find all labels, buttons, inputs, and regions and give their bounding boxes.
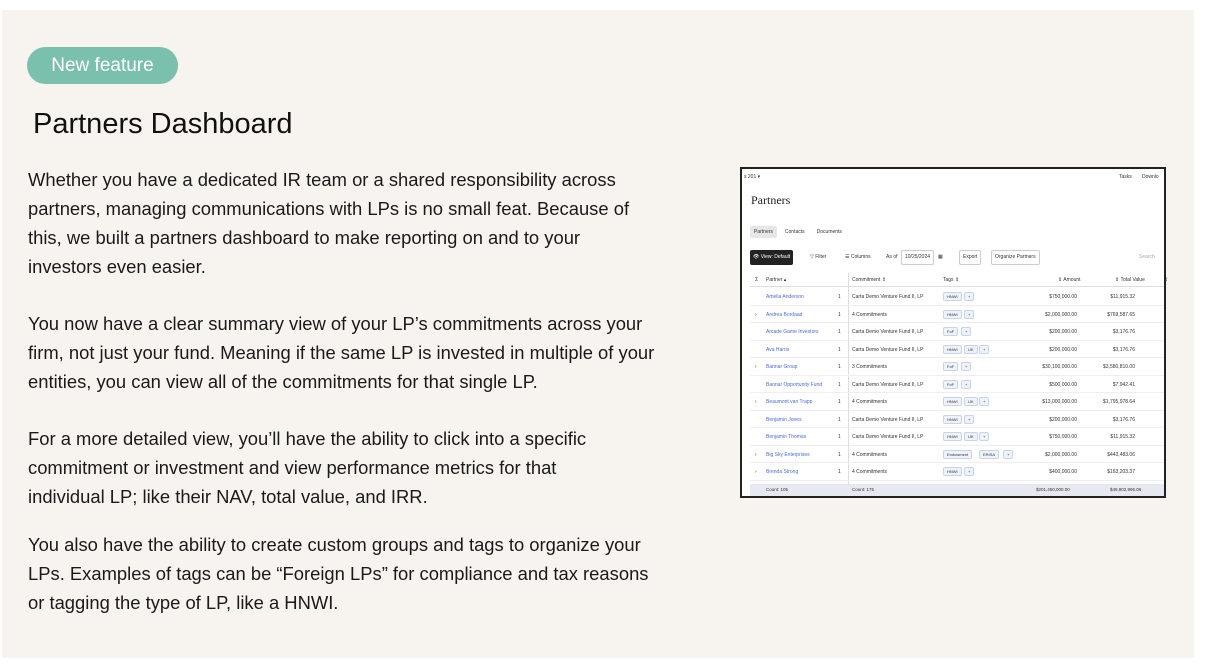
partner-name-link[interactable]: Amelia Anderson [766, 294, 804, 300]
commitment-cell: 4 Commitments [852, 451, 888, 458]
total-value-cell: $7,942.41 [1112, 381, 1135, 388]
row-count: 1 [838, 469, 841, 475]
table-row[interactable] [750, 376, 1164, 394]
add-tag-button[interactable]: + [964, 310, 974, 319]
partner-name-link[interactable]: Brenda Strong [766, 469, 799, 475]
add-tag-button[interactable]: + [964, 292, 974, 301]
tag-badge[interactable]: HNWI [943, 415, 962, 424]
as-of-date-input[interactable]: 10/25/2024 [901, 250, 934, 265]
new-feature-badge: New feature [27, 47, 178, 84]
table-row[interactable] [750, 463, 1164, 481]
partners-title: Partners [751, 193, 791, 207]
amount-cell: $400,000.00 [1049, 469, 1077, 475]
row-count: 1 [838, 329, 841, 335]
amount-cell: $750,000.00 [1049, 294, 1077, 300]
tag-badge[interactable]: Endowment [943, 450, 972, 459]
expand-chevron-icon[interactable]: › [755, 311, 757, 318]
amount-cell: $750,000.00 [1049, 434, 1077, 440]
table-toolbar [750, 250, 1160, 265]
total-value-cell: $443,483.06 [1107, 451, 1135, 458]
amount-cell: $2,000,000.00 [1045, 451, 1077, 458]
paragraph-3 [28, 424, 718, 511]
total-value-cell: $769,587.65 [1107, 311, 1135, 318]
amount-cell: $500,000.00 [1049, 381, 1077, 388]
paragraph-1 [28, 165, 718, 281]
total-value-cell: $163,203.37 [1107, 469, 1135, 475]
tag-badge[interactable]: FoF [943, 327, 958, 336]
expand-chevron-icon[interactable]: › [755, 399, 757, 405]
header-partner[interactable]: Partner ▴ [766, 277, 787, 283]
tab-contacts[interactable]: Contacts [784, 229, 805, 235]
partner-name-link[interactable]: Andrea Bordaad [766, 311, 803, 318]
download-link[interactable]: Downlo [1142, 174, 1159, 180]
row-count: 1 [838, 399, 841, 405]
commitment-cell: Carta Demo Venture Fund II, LP [852, 346, 924, 353]
table-header [750, 274, 1169, 287]
filter-button[interactable]: ▽ Filter [810, 254, 827, 260]
row-count: 1 [838, 451, 841, 458]
table-row[interactable] [750, 446, 1164, 464]
row-count: 1 [838, 416, 841, 423]
amount-cell: $2,000,000.00 [1045, 311, 1077, 318]
header-amount[interactable]: ⇕ Amount [1058, 277, 1081, 283]
commitment-cell: Carta Demo Venture Fund II, LP [852, 434, 924, 440]
total-value-cell: $3,176.76 [1112, 329, 1135, 335]
add-tag-button[interactable]: + [961, 362, 971, 371]
partner-name-link[interactable]: Arcade Game Investors [766, 329, 819, 335]
commitment-cell: 4 Commitments [852, 311, 888, 318]
tag-badge[interactable]: ERISA [979, 450, 999, 459]
search-input[interactable]: Search [1139, 254, 1155, 260]
amount-cell: $13,000,000.00 [1042, 399, 1077, 405]
organize-partners-button[interactable]: Organize Partners [991, 250, 1040, 265]
paragraph-line: firm, not just your fund. Meaning if the same LP is invested in multiple of your [28, 342, 655, 363]
table-footer [750, 484, 1164, 496]
row-count: 1 [838, 311, 841, 318]
tag-badge[interactable]: HNWI [943, 345, 962, 354]
tab-partners[interactable]: Partners [750, 226, 777, 238]
add-tag-button[interactable]: + [979, 345, 989, 354]
footer-sum-amount: $201,450,000.00 [1036, 487, 1070, 492]
tab-bar [750, 226, 846, 238]
partners-dashboard-screenshot [740, 167, 1169, 498]
partner-name-link[interactable]: Big Sky Enterprises [766, 451, 810, 458]
add-tag-button[interactable]: + [961, 380, 971, 389]
tag-badge[interactable]: UK [964, 345, 978, 354]
tag-badge[interactable]: HNWI [943, 467, 962, 476]
partners-table-body [750, 288, 1164, 481]
paragraph-2 [28, 309, 718, 396]
add-tag-button[interactable]: + [979, 432, 989, 441]
commitment-cell: 3 Commitments [852, 364, 888, 370]
tab-documents[interactable]: Documents [816, 229, 842, 235]
paragraph-line: LPs. Examples of tags can be “Foreign LPs” for compliance and tax reasons [28, 563, 649, 584]
row-count: 1 [838, 434, 841, 440]
paragraph-line: For a more detailed view, you’ll have the ability to click into a specific [28, 428, 587, 449]
expand-chevron-icon[interactable]: › [755, 451, 757, 458]
table-row[interactable] [750, 411, 1164, 429]
tag-badge[interactable]: HNWI [943, 432, 962, 441]
columns-button[interactable]: ☰ Columns [845, 254, 871, 260]
expand-chevron-icon[interactable]: › [755, 364, 757, 370]
commitment-cell: Carta Demo Venture Fund II, LP [852, 329, 924, 335]
sum-icon[interactable]: Σ [755, 277, 759, 283]
commitment-cell: Carta Demo Venture Fund II, LP [852, 294, 924, 300]
tag-badge[interactable]: HNWI [943, 292, 962, 301]
add-tag-button[interactable]: + [964, 467, 974, 476]
paragraph-line: investors even easier. [28, 256, 206, 277]
tasks-link[interactable]: Tasks [1119, 174, 1132, 180]
paragraph-line: partners, managing communications with LPs is no small feat. Because of [28, 198, 630, 219]
add-tag-button[interactable]: + [1003, 450, 1013, 459]
footer-count-partners: Count: 105 [766, 487, 789, 492]
paragraph-line: You also have the ability to create custom groups and tags to organize your [28, 534, 641, 555]
tag-badge[interactable]: FoF [943, 380, 958, 389]
header-more[interactable]: ⇕ [1164, 277, 1169, 283]
export-button[interactable]: Export [959, 250, 981, 265]
header-tags[interactable]: Tags ⇕ [943, 277, 960, 283]
row-count: 1 [838, 346, 841, 353]
paragraph-line: individual LP; like their NAV, total value, and IRR. [28, 486, 428, 507]
partner-name-link[interactable]: Benjamin Thomas [766, 434, 807, 440]
add-tag-button[interactable]: + [964, 415, 974, 424]
app-topbar [742, 169, 1164, 185]
partner-name-link[interactable]: Benjamin Jones [766, 416, 802, 423]
table-row[interactable] [750, 306, 1164, 324]
tag-badge[interactable]: HNWI [943, 310, 962, 319]
tag-badge[interactable]: FoF [943, 362, 958, 371]
paragraph-4 [28, 530, 718, 617]
entity-selector[interactable]: s 201 ▾ [744, 174, 761, 180]
row-count: 1 [838, 381, 841, 388]
tag-badge[interactable]: UK [964, 432, 978, 441]
amount-cell: $30,100,000.00 [1042, 364, 1077, 370]
view-default-button[interactable]: 👁 View: Default [750, 250, 793, 265]
paragraph-line: commitment or investment and view performance metrics for that [28, 457, 557, 478]
table-row[interactable] [750, 358, 1164, 376]
table-row[interactable] [750, 288, 1164, 306]
commitment-cell: Carta Demo Venture Fund II, LP [852, 381, 924, 388]
commitment-cell: 4 Commitments [852, 469, 888, 475]
paragraph-line: this, we built a partners dashboard to make reporting on and to your [28, 227, 581, 248]
row-count: 1 [838, 294, 841, 300]
expand-chevron-icon[interactable]: › [755, 469, 757, 475]
table-row[interactable] [750, 428, 1164, 446]
table-row[interactable] [750, 341, 1164, 359]
footer-sum-total-value: $49,802,996.06 [1110, 487, 1142, 492]
partner-name-link[interactable]: Bannar Group [766, 364, 798, 370]
add-tag-button[interactable]: + [979, 397, 989, 406]
tag-badge[interactable]: HNWI [943, 397, 962, 406]
header-commitment[interactable]: Commitment ⇕ [852, 277, 886, 283]
amount-cell: $200,000.00 [1049, 329, 1077, 335]
partner-name-link[interactable]: Ava Harris [766, 346, 790, 353]
total-value-cell: $11,915.32 [1110, 294, 1135, 300]
partner-name-link[interactable]: Bannar Opportunity Fund [766, 381, 823, 388]
partner-name-link[interactable]: Beaumont van Trapp [766, 399, 813, 405]
total-value-cell: $3,176.76 [1112, 346, 1135, 353]
amount-cell: $200,000.00 [1049, 346, 1077, 353]
add-tag-button[interactable]: + [961, 327, 971, 336]
table-row[interactable] [750, 323, 1164, 341]
footer-count-commitments: Count: 175 [852, 487, 875, 492]
paragraph-line: Whether you have a dedicated IR team or a shared responsibility across [28, 169, 616, 190]
paragraph-line: You now have a clear summary view of your LP’s commitments across your [28, 313, 643, 334]
calendar-icon[interactable]: ▦ [938, 254, 943, 260]
commitment-cell: Carta Demo Venture Fund II, LP [852, 416, 924, 423]
paragraph-line: entities, you can view all of the commitments for that single LP. [28, 371, 538, 392]
total-value-cell: $11,915.32 [1110, 434, 1135, 440]
commitment-cell: 4 Commitments [852, 399, 888, 405]
tag-badge[interactable]: UK [964, 397, 978, 406]
paragraph-line: or tagging the type of LP, like a HNWI. [28, 592, 339, 613]
as-of-label: As of [886, 254, 898, 260]
amount-cell: $200,000.00 [1049, 416, 1077, 423]
header-total-value[interactable]: ⇕ Total Value [1115, 277, 1145, 283]
page-title: Partners Dashboard [33, 108, 293, 140]
total-value-cell: $1,795,978.64 [1103, 399, 1135, 405]
table-row[interactable] [750, 393, 1164, 411]
total-value-cell: $3,176.76 [1112, 416, 1135, 423]
row-count: 1 [838, 364, 841, 370]
total-value-cell: $3,580,810.00 [1103, 364, 1135, 370]
